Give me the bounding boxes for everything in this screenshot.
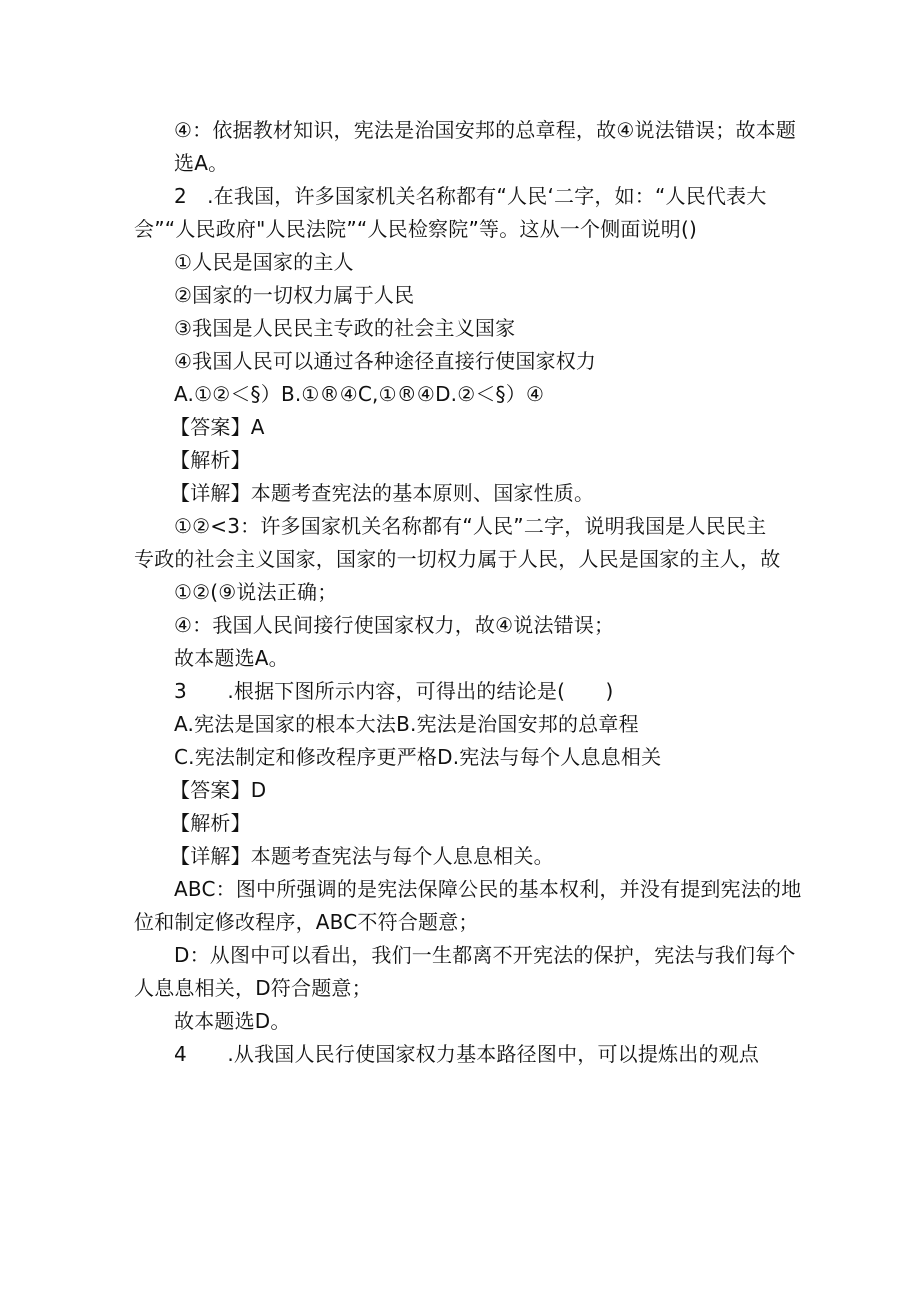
answer-options: A.宪法是国家的根本大法B.宪法是治国安邦的总章程: [174, 712, 639, 736]
statement-item: ②国家的一切权力属于人民: [174, 283, 415, 307]
question-2-stem: 2 .在我国，许多国家机关名称都有“人民‘二字，如：“人民代表大: [174, 184, 767, 208]
answer-label: 【答案】D: [170, 778, 267, 802]
question-3-stem: 3 .根据下图所示内容，可得出的结论是( ): [174, 679, 614, 703]
explanation-line: 故本题选D。: [174, 1009, 291, 1033]
statement-item: ④我国人民可以通过各种途径直接行使国家权力: [174, 349, 597, 373]
explanation-line: ④：依据教材知识，宪法是治国安邦的总章程，故④说法错误；故本题: [174, 118, 797, 142]
question-2-stem: 会”“人民政府"人民法院”“人民检察院”等。这从一个侧面说明(): [134, 217, 698, 241]
statement-item: ③我国是人民民主专政的社会主义国家: [174, 316, 516, 340]
analysis-label: 【解析】: [170, 811, 251, 835]
explanation-line: 专政的社会主义国家，国家的一切权力属于人民，人民是国家的主人，故: [134, 547, 781, 571]
statement-item: ①人民是国家的主人: [174, 250, 354, 274]
answer-label: 【答案】A: [170, 415, 265, 439]
explanation-line: ①②(⑨说法正确；: [174, 580, 338, 604]
question-4-stem: 4 .从我国人民行使国家权力基本路径图中，可以提炼出的观点: [174, 1042, 760, 1066]
answer-options: A.①②＜§）B.①®④C,①®④D.②＜§）④: [174, 382, 545, 406]
explanation-line: 故本题选A。: [174, 646, 289, 670]
explanation-line: ①②<3：许多国家机关名称都有“人民”二字，说明我国是人民民主: [174, 514, 767, 538]
analysis-label: 【解析】: [170, 448, 251, 472]
explanation-line: 位和制定修改程序，ABC不符合题意；: [134, 910, 479, 934]
explanation-line: ④：我国人民间接行使国家权力，故④说法错误；: [174, 613, 615, 637]
detail-label: 【详解】本题考查宪法的基本原则、国家性质。: [170, 481, 595, 505]
detail-label: 【详解】本题考查宪法与每个人息息相关。: [170, 844, 554, 868]
answer-options: C.宪法制定和修改程序更严格D.宪法与每个人息息相关: [174, 745, 662, 769]
explanation-line: ABC：图中所强调的是宪法保障公民的基本权利，并没有提到宪法的地: [174, 877, 802, 901]
explanation-line: D：从图中可以看出，我们一生都离不开宪法的保护，宪法与我们每个: [174, 943, 796, 967]
explanation-line: 选A。: [174, 151, 229, 175]
explanation-line: 人息息相关，D符合题意；: [134, 976, 372, 1000]
